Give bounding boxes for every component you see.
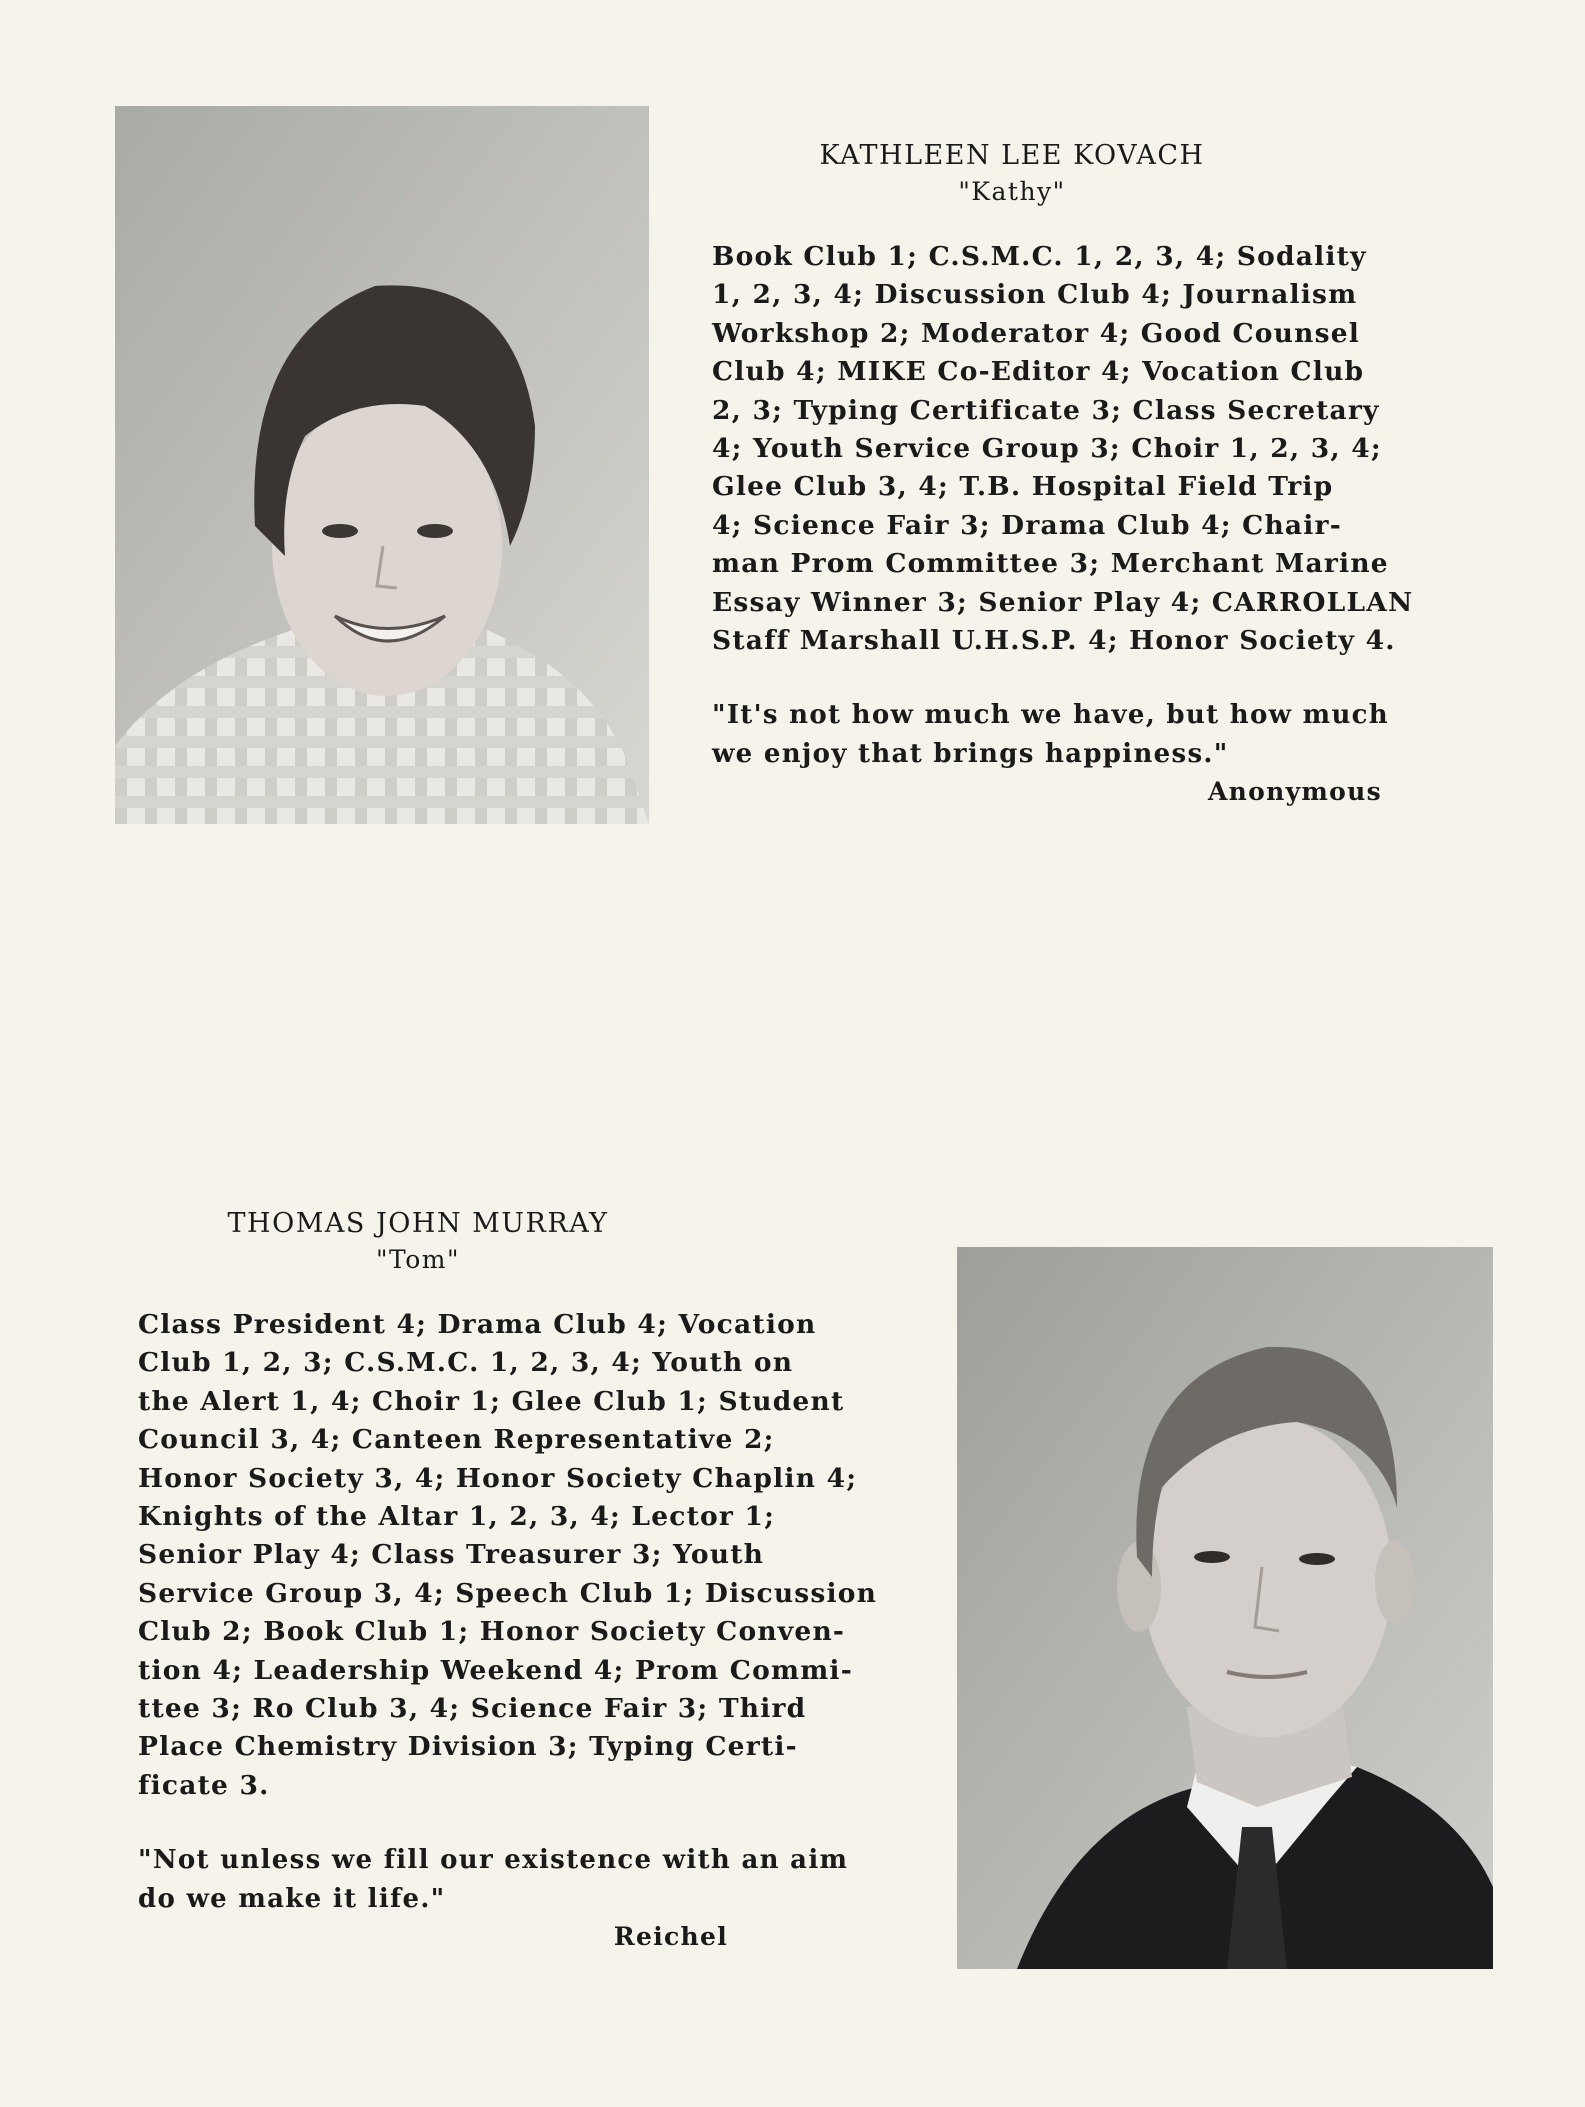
student-nickname: "Tom"	[376, 1245, 460, 1274]
portrait-photo-kathleen	[115, 106, 649, 824]
student-activities: Book Club 1; C.S.M.C. 1, 2, 3, 4; Sodality 1, 2, 3, 4; Discussion Club 4; Journalism Workshop 2; Moderator 4; Good Counsel Club 4; MIKE Co-Editor 4; Vocation Club 2, 3; Typing Certificate 3; Class Secretary 4; Youth Service Group 3; Choir 1, 2, 3, 4; Glee Club 3, 4; T.B. Hospital Field Trip 4; Science Fair 3; Drama Club 4; Chair- man Prom Committee 3; Merchant Marine Essay Winner 3; Senior Play 4; CARROLLAN Staff Marshall U.H.S.P. 4; Honor Society 4.	[712, 241, 1414, 657]
student-quote: "It's not how much we have, but how much we enjoy that brings happiness."	[712, 700, 1390, 769]
portrait-image	[115, 106, 649, 824]
quote-author: Anonymous	[1207, 777, 1382, 807]
student-nickname: "Kathy"	[958, 177, 1066, 206]
portrait-image	[957, 1247, 1493, 1969]
student-activities: Class President 4; Drama Club 4; Vocation Club 1, 2, 3; C.S.M.C. 1, 2, 3, 4; Youth on the Alert 1, 4; Choir 1; Glee Club 1; Student Council 3, 4; Canteen Representative 2; Honor Society 3, 4; Honor Society Chaplin 4; Knights of the Altar 1, 2, 3, 4; Lector 1; Senior Play 4; Class Treasurer 3; Youth Service Group 3, 4; Speech Club 1; Discussion Club 2; Book Club 1; Honor Society Conven- tion 4; Leadership Weekend 4; Prom Commi- ttee 3; Ro Club 3, 4; Science Fair 3; Third Place Chemistry Division 3; Typing Certi- ficate 3.	[138, 1309, 878, 1801]
quote-author: Reichel	[613, 1922, 728, 1952]
student-name: THOMAS JOHN MURRAY	[227, 1208, 609, 1239]
senior-entry-kathleen	[712, 138, 1487, 811]
portrait-photo-thomas	[957, 1247, 1493, 1969]
senior-entry-thomas	[138, 1206, 918, 1956]
student-quote: "Not unless we fill our existence with an aim do we make it life."	[138, 1845, 849, 1914]
student-name: KATHLEEN LEE KOVACH	[819, 140, 1205, 171]
